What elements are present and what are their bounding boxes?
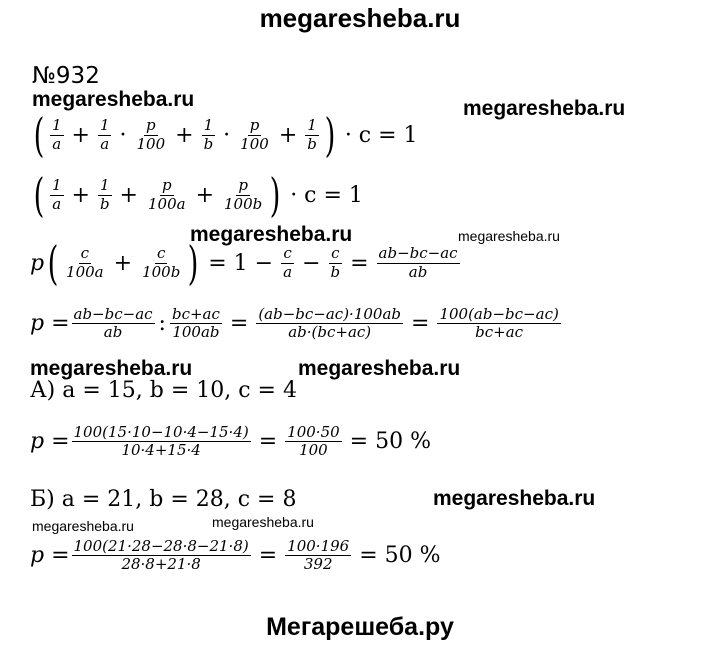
equation-line-1 (30, 108, 424, 162)
fraction (202, 117, 216, 153)
frac-num: 1 (307, 116, 317, 135)
frac-num: c (331, 244, 340, 263)
parenthesis: ( (33, 168, 45, 222)
frac-den: 100a (147, 194, 186, 213)
fraction (170, 306, 222, 342)
frac-den: 28·8+21·8 (121, 555, 201, 574)
frac-num: 100(15·10−10·4−15·4) (73, 423, 249, 441)
fraction (64, 245, 106, 281)
frac-den: 100 (299, 441, 328, 460)
frac-num: 100(21·28−28·8−21·8) (73, 537, 249, 555)
parenthesis: ) (324, 108, 336, 162)
fraction (285, 538, 351, 574)
fraction (50, 177, 64, 213)
frac-num: p (238, 176, 248, 195)
watermark: megaresheba.ru (458, 228, 560, 244)
math-operator: · (119, 122, 127, 148)
frac-num: 100·196 (287, 537, 350, 555)
fraction (146, 177, 188, 213)
frac-num: 100(ab−bc−ac) (439, 305, 559, 323)
equation-line-3 (30, 236, 462, 290)
math-operator: + (175, 122, 194, 148)
equation-line-2 (30, 168, 369, 222)
math-operator: + (71, 122, 90, 148)
case-b-label: Б) a = 21, b = 28, c = 8 (30, 487, 297, 512)
math-operator: · (223, 122, 231, 148)
frac-num: 1 (51, 176, 62, 195)
fraction (98, 117, 112, 153)
frac-num: 1 (51, 116, 62, 135)
frac-den: 100a (66, 262, 104, 281)
fraction (98, 177, 112, 213)
site-header: megaresheba.ru (259, 3, 461, 33)
fraction (285, 424, 342, 460)
frac-num: p (249, 116, 260, 135)
fraction (238, 117, 271, 153)
equation-line-4 (30, 306, 563, 342)
frac-num: ab−bc−ac (73, 305, 153, 323)
frac-num: 1 (99, 116, 110, 135)
equation-tail: · c = 1 (290, 182, 363, 208)
math-operator: + (278, 122, 298, 148)
equation-mid: = 1 − (208, 250, 274, 276)
parenthesis: ( (33, 108, 45, 162)
equation-tail: · c = 1 (344, 122, 418, 148)
frac-den: ab (408, 262, 428, 281)
frac-den: ab (103, 323, 123, 342)
case-a-equation (30, 424, 437, 460)
frac-den: b (99, 194, 110, 213)
fraction (281, 245, 294, 281)
watermark: megaresheba.ru (463, 97, 626, 120)
parenthesis: ) (269, 168, 281, 222)
fraction (256, 306, 403, 342)
watermark: megaresheba.ru (32, 518, 134, 534)
frac-den: b (203, 134, 214, 153)
fraction (222, 177, 264, 213)
frac-den: 100b (224, 194, 263, 213)
frac-den: 10·4+15·4 (121, 441, 201, 460)
frac-den: a (52, 194, 62, 213)
math-operator: + (119, 182, 138, 208)
problem-number: №932 (32, 63, 100, 89)
fraction (72, 538, 251, 574)
math-operator: − (302, 250, 321, 276)
math-operator: = (411, 311, 430, 337)
frac-num: bc+ac (171, 305, 220, 323)
frac-den: a (283, 262, 293, 281)
frac-den: b (330, 262, 341, 281)
frac-den: 100ab (172, 323, 220, 342)
watermark: megaresheba.ru (433, 487, 596, 510)
fraction (329, 245, 343, 281)
frac-num: p (146, 116, 156, 135)
frac-den: ab·(bc+ac) (288, 323, 372, 342)
fraction (437, 306, 560, 342)
frac-num: c (80, 244, 90, 263)
watermark: megaresheba.ru (212, 514, 314, 530)
case-a-label: А) a = 15, b = 10, c = 4 (30, 378, 297, 403)
variable-p: p (30, 250, 45, 276)
equation-lead: p = (30, 311, 70, 337)
math-operator: = (258, 543, 278, 569)
math-operator: = (229, 311, 249, 337)
parenthesis: ( (47, 236, 59, 290)
math-operator: : (158, 311, 166, 337)
fraction (72, 424, 251, 460)
watermark: megaresheba.ru (298, 357, 461, 380)
parenthesis: ) (187, 236, 199, 290)
math-operator: + (113, 250, 133, 276)
equation-lead: p = (30, 543, 70, 569)
frac-den: 100 (240, 134, 269, 153)
frac-den: b (307, 134, 317, 153)
watermark: megaresheba.ru (190, 223, 353, 246)
math-operator: = (350, 250, 369, 276)
fraction (140, 245, 182, 281)
fraction (134, 117, 167, 153)
equation-lead: p = (30, 429, 70, 455)
math-operator: = (258, 429, 278, 455)
math-operator: + (71, 182, 90, 208)
frac-num: 100·50 (287, 423, 340, 441)
watermark: megaresheba.ru (32, 88, 195, 111)
frac-den: 392 (303, 555, 333, 574)
frac-num: c (283, 244, 292, 263)
fraction (50, 117, 64, 153)
frac-den: a (52, 134, 62, 153)
frac-num: 1 (99, 176, 110, 195)
equation-result: = 50 % (359, 543, 441, 569)
frac-den: 100 (136, 134, 166, 153)
site-footer: Мегарешеба.ру (266, 613, 454, 641)
frac-den: 100b (142, 262, 181, 281)
frac-num: 1 (203, 116, 214, 135)
frac-den: bc+ac (475, 323, 524, 342)
frac-den: a (100, 134, 110, 153)
frac-num: (ab−bc−ac)·100ab (258, 305, 402, 323)
watermark: megaresheba.ru (30, 357, 193, 380)
fraction (72, 306, 155, 342)
fraction (305, 117, 319, 153)
fraction (377, 245, 460, 281)
frac-num: ab−bc−ac (378, 244, 458, 263)
case-b-equation (30, 538, 447, 574)
math-operator: + (195, 182, 214, 208)
equation-result: = 50 % (349, 429, 431, 455)
frac-num: c (156, 244, 166, 263)
frac-num: p (161, 176, 172, 195)
